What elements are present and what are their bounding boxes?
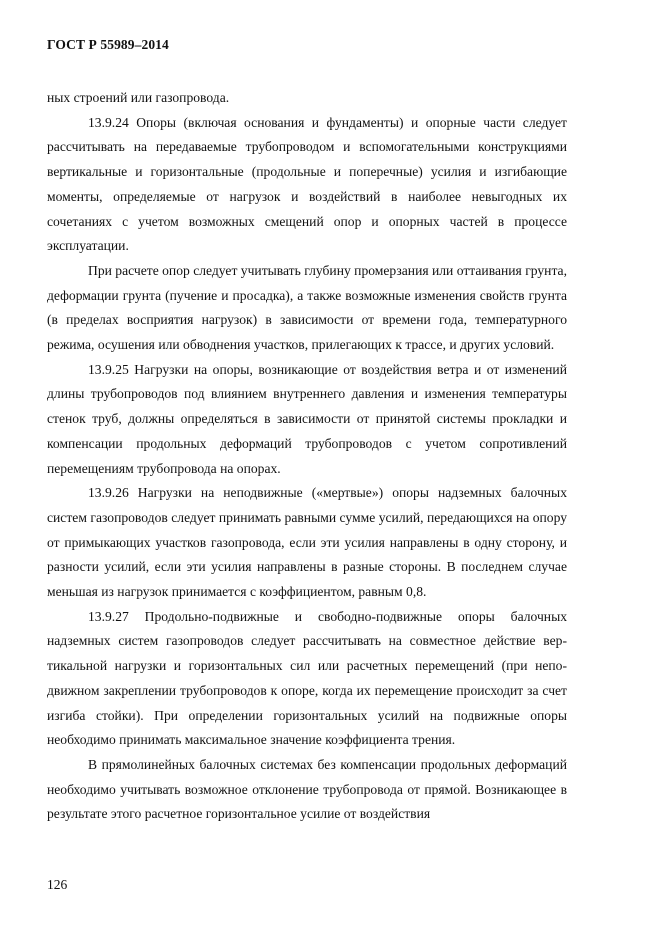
document-body xyxy=(47,86,567,827)
paragraph-straight-beam-systems: В прямолинейных балочных системах без компенсации продольных деформаций необходимо учитывать возможное отклонение трубопровода от прямой. Возникающее в результате этого расчетное горизонтальное усилие от воздействия xyxy=(47,756,567,822)
paragraph-support-calculation: При расчете опор следует учитывать глубину промерзания или оттаивания грунта, деформации грунта (пучение и просадка), а также возможные изменения свойств грунта (в пределах восприятия нагрузок) в зависимости от времени года, температурного режима, осушения или обводнения участков, прилегающих к трассе, и других условий. xyxy=(47,262,567,353)
page-number: 126 xyxy=(47,877,68,892)
paragraph-13-9-25: 13.9.25 Нагрузки на опоры, возникающие от воздействия ветра и от изменений длины трубопроводов под влиянием внутреннего давления и изменения температуры стенок труб, должны определяться в зависимости от принятой системы прокладки и компенсации продольных деформаций трубопроводов с учетом сопротивлений перемещениям трубопровода на опорах. xyxy=(47,361,567,476)
paragraph-13-9-26: 13.9.26 Нагрузки на неподвижные («мертвые») опоры надземных балочных систем газопроводов следует принимать равными сумме усилий, передающихся на опору от примыкающих участков газопровода, если эти усилия направлены в одну сторону, и разности усилий, если эти усилия направлены в разные стороны. В последнем случае меньшая из нагрузок принимается с коэффициентом, равным 0,8. xyxy=(47,485,567,600)
standard-header: ГОСТ Р 55989–2014 xyxy=(47,37,169,52)
paragraph-13-9-24: 13.9.24 Опоры (включая основания и фундаменты) и опорные части следует рассчитывать на передаваемые трубопроводом и вспомогательными конструкциями вертикальные и горизонтальные (продольные и поперечные) усилия и изгибающие моменты, определяемые от нагрузок и воздействий в наиболее невыгодных их сочетаниях с учетом возможных смещений опор и опорных частей в процессе эксплуатации. xyxy=(47,114,567,254)
paragraph-continuation: ных строений или газопровода. xyxy=(47,90,230,105)
paragraph-13-9-27: 13.9.27 Продольно-подвижные и свободно-подвижные опоры балочных надземных систем газопроводов следует рассчитывать на совместное действие вертикальной нагрузки и горизонтальных сил или расчетных перемещений (при неподвижном закреплении трубопроводов к опоре, когда их перемещение происходит за счет изгиба стойки). При определении горизонтальных усилий на подвижные опоры необходимо принимать максимальное значение коэффициента трения. xyxy=(47,608,567,748)
